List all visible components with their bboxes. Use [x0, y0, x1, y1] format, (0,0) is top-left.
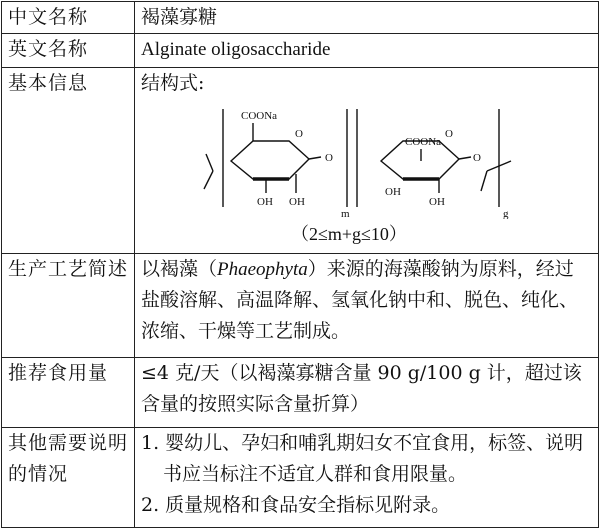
list-item: 1. 婴幼儿、孕妇和哺乳期妇女不宜食用，标签、说明书应当标注不适宜人群和食用限量。	[141, 432, 584, 485]
process-text-post: ）来源的海藻酸钠为原料，经过盐酸溶解、高温降解、氢氧化钠中和、脱色、纯化、浓缩、干燥等工艺制成。	[141, 258, 579, 342]
label-process: 生产工艺简述	[2, 254, 135, 358]
value-chinese-name: 褐藻寡糖	[135, 2, 599, 34]
label-subscript-g: g	[503, 208, 509, 219]
row-process	[2, 254, 599, 358]
row-other	[2, 428, 599, 528]
structure-title: 结构式:	[141, 72, 205, 94]
row-basic-info	[2, 68, 599, 254]
label-oh-right-b: OH	[429, 196, 445, 208]
label-intake: 推荐食用量	[2, 358, 135, 428]
label-oh-left-b: OH	[289, 196, 305, 208]
row-chinese-name	[2, 2, 599, 34]
label-o-ring-1: O	[295, 128, 303, 140]
process-text-pre: 以褐藻（	[141, 258, 218, 280]
formula-range: （2≤m+g≤10）	[291, 224, 407, 244]
value-other	[135, 428, 599, 528]
structure-formula	[141, 99, 592, 253]
label-subscript-m: m	[341, 208, 350, 219]
label-o-link-2: O	[473, 152, 481, 164]
label-o-link-1: O	[325, 152, 333, 164]
label-english-name: 英文名称	[2, 34, 135, 68]
label-oh-right-a: OH	[385, 186, 401, 198]
glyco-bond-2	[459, 157, 471, 159]
list-item: 2. 质量规格和食品安全指标见附录。	[141, 494, 451, 516]
glyco-bond-1	[309, 157, 321, 159]
value-english-name: Alginate oligosaccharide	[135, 34, 599, 68]
label-o-ring-2: O	[445, 128, 453, 140]
bond-right-wave	[481, 171, 487, 191]
label-oh-left-a: OH	[257, 196, 273, 208]
ring-1	[231, 141, 309, 179]
value-intake: ≤4 克/天（以褐藻寡糖含量 90 g/100 g 计，超过该含量的按照实际含量折算）	[135, 358, 599, 428]
label-coona-left: COONa	[241, 110, 278, 122]
process-text-latin: Phaeophyta	[217, 259, 308, 280]
bond-left-wave-2	[204, 171, 213, 189]
label-basic-info: 基本信息	[2, 68, 135, 254]
row-intake	[2, 358, 599, 428]
value-process	[135, 254, 599, 358]
value-basic-info	[135, 68, 599, 254]
bond-left-wave	[206, 154, 213, 171]
label-chinese-name: 中文名称	[2, 2, 135, 34]
row-english-name	[2, 34, 599, 68]
spec-table	[1, 1, 599, 528]
label-coona-right: COONa	[405, 136, 442, 148]
label-other: 其他需要说明的情况	[2, 428, 135, 528]
alginate-structure-diagram	[201, 99, 521, 219]
